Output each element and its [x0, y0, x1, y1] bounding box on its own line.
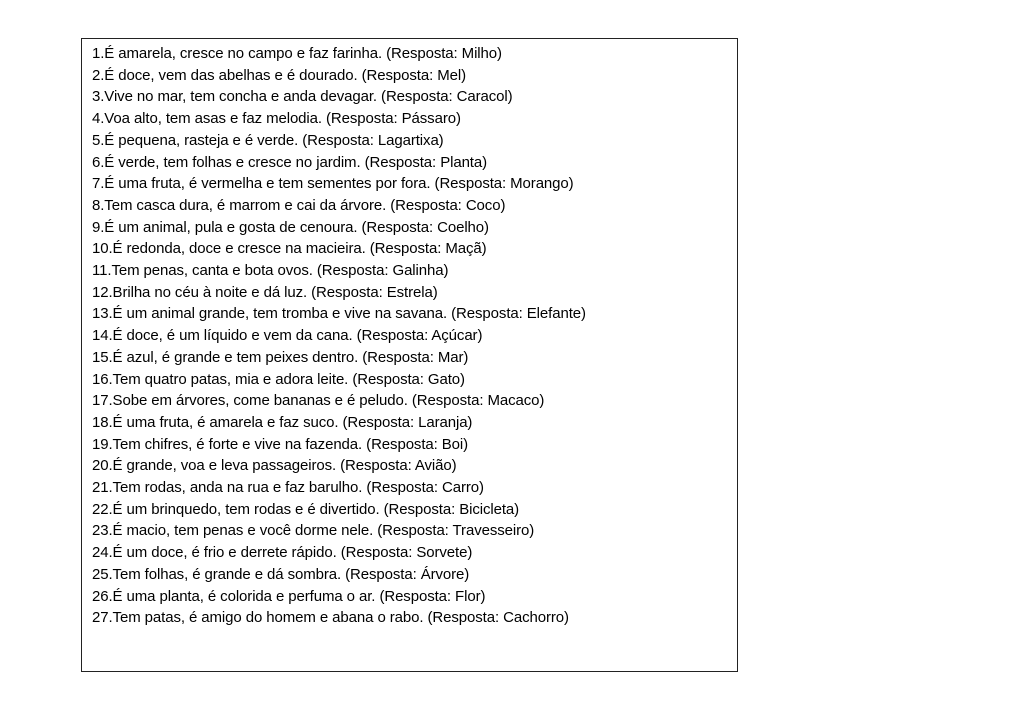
- riddle-line: 8.Tem casca dura, é marrom e cai da árvore. (Resposta: Coco): [92, 196, 506, 214]
- riddle-line: 3.Vive no mar, tem concha e anda devagar. (Resposta: Caracol): [92, 88, 513, 106]
- riddle-line: 27.Tem patas, é amigo do homem e abana o rabo. (Resposta: Cachorro): [92, 609, 569, 627]
- riddle-line: 20.É grande, voa e leva passageiros. (Resposta: Avião): [92, 457, 457, 475]
- riddle-line: 2.É doce, vem das abelhas e é dourado. (Resposta: Mel): [92, 66, 466, 84]
- riddle-line: 16.Tem quatro patas, mia e adora leite. (Resposta: Gato): [92, 370, 465, 388]
- riddle-line: 14.É doce, é um líquido e vem da cana. (Resposta: Açúcar): [92, 327, 483, 345]
- riddle-line: 22.É um brinquedo, tem rodas e é divertido. (Resposta: Bicicleta): [92, 500, 520, 518]
- riddle-line: 12.Brilha no céu à noite e dá luz. (Resposta: Estrela): [92, 283, 438, 301]
- riddle-line: 23.É macio, tem penas e você dorme nele. (Resposta: Travesseiro): [92, 522, 535, 540]
- riddle-line: 4.Voa alto, tem asas e faz melodia. (Resposta: Pássaro): [92, 110, 461, 128]
- riddle-list-box: [81, 38, 738, 672]
- riddle-line: 9.É um animal, pula e gosta de cenoura. (Resposta: Coelho): [92, 218, 489, 236]
- riddle-line: 24.É um doce, é frio e derrete rápido. (Resposta: Sorvete): [92, 544, 473, 562]
- riddle-list: [92, 43, 737, 629]
- riddle-line: 1.É amarela, cresce no campo e faz farinha. (Resposta: Milho): [92, 45, 502, 62]
- riddle-line: 17.Sobe em árvores, come bananas e é peludo. (Resposta: Macaco): [92, 392, 545, 410]
- riddle-line: 21.Tem rodas, anda na rua e faz barulho. (Resposta: Carro): [92, 479, 484, 497]
- riddle-line: 13.É um animal grande, tem tromba e vive na savana. (Resposta: Elefante): [92, 305, 586, 323]
- riddle-line: 10.É redonda, doce e cresce na macieira. (Resposta: Maçã): [92, 240, 487, 258]
- riddle-line: 25.Tem folhas, é grande e dá sombra. (Resposta: Árvore): [92, 565, 470, 583]
- riddle-line: 6.É verde, tem folhas e cresce no jardim. (Resposta: Planta): [92, 153, 488, 171]
- riddle-line: 19.Tem chifres, é forte e vive na fazenda. (Resposta: Boi): [92, 435, 469, 453]
- riddle-line: 5.É pequena, rasteja e é verde. (Resposta: Lagartixa): [92, 131, 444, 149]
- riddle-line: 11.Tem penas, canta e bota ovos. (Resposta: Galinha): [92, 262, 449, 280]
- riddle-line: 18.É uma fruta, é amarela e faz suco. (Resposta: Laranja): [92, 413, 473, 431]
- riddle-line: 26.É uma planta, é colorida e perfuma o ar. (Resposta: Flor): [92, 587, 486, 605]
- riddle-line: 7.É uma fruta, é vermelha e tem sementes por fora. (Resposta: Morango): [92, 175, 574, 193]
- riddle-line: 15.É azul, é grande e tem peixes dentro. (Resposta: Mar): [92, 348, 469, 366]
